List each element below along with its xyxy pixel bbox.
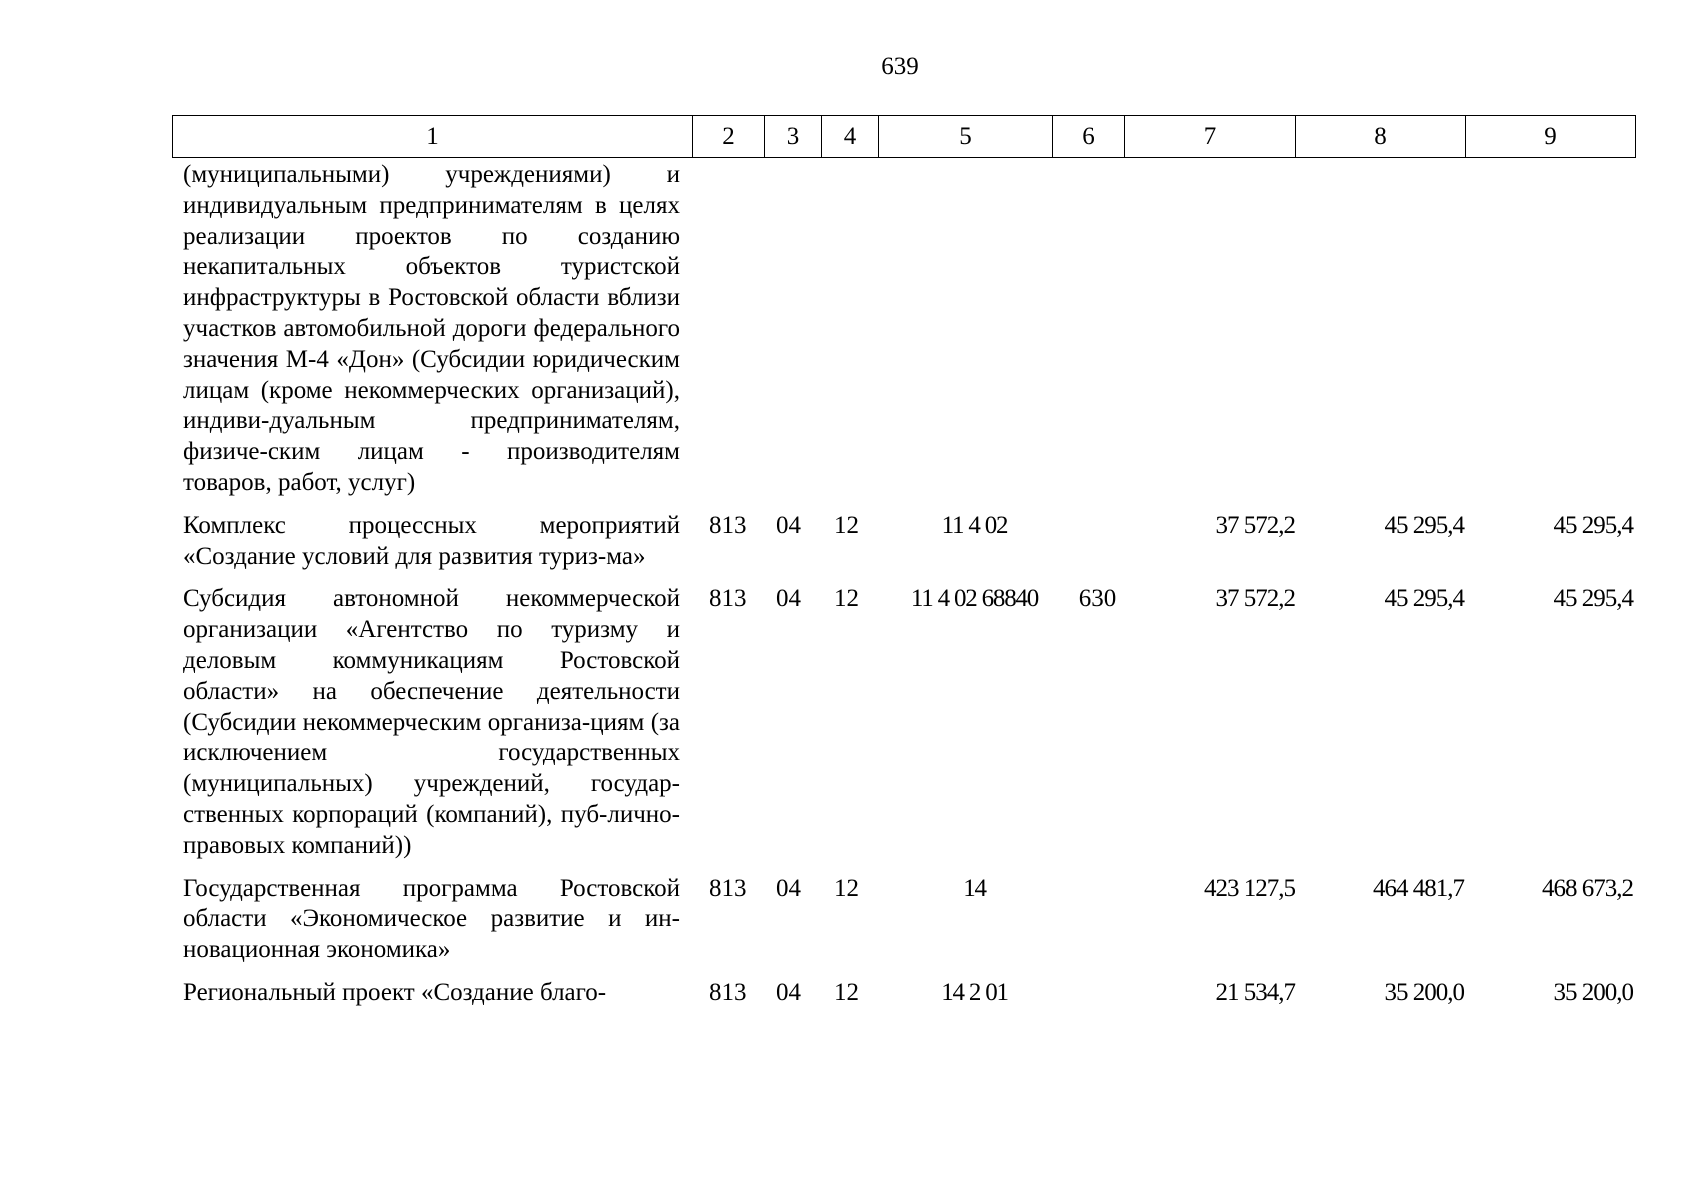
row-section: 04 <box>776 978 801 1006</box>
table-row <box>183 874 1633 966</box>
row-amount-col9: 45 295,4 <box>1553 585 1633 613</box>
header-col-4: 4 <box>822 116 879 158</box>
row-amount-col7: 37 572,2 <box>1215 585 1295 613</box>
row-section: 04 <box>776 585 801 613</box>
row-subsection: 12 <box>834 511 859 539</box>
row-target: 14 2 01 <box>941 978 1008 1006</box>
page-number: 639 <box>881 53 919 80</box>
row-amount-col9: 468 673,2 <box>1542 874 1633 902</box>
header-col-7: 7 <box>1125 116 1296 158</box>
row-ministry: 813 <box>709 511 747 539</box>
row-amount-col8: 35 200,0 <box>1384 978 1464 1006</box>
row-amount-col8: 45 295,4 <box>1384 585 1464 613</box>
row-name: Региональный проект «Создание благо- <box>183 978 607 1006</box>
row-target: 11 4 02 <box>941 511 1008 539</box>
row-ministry: 813 <box>709 978 747 1006</box>
row-subsection: 12 <box>834 874 859 902</box>
row-target: 11 4 02 68840 <box>910 585 1039 613</box>
header-col-5: 5 <box>879 116 1053 158</box>
row-section: 04 <box>776 511 801 539</box>
header-col-3: 3 <box>765 116 822 158</box>
row-amount-col9: 35 200,0 <box>1553 978 1633 1006</box>
row-ministry: 813 <box>709 874 747 902</box>
table-row <box>183 584 1633 861</box>
row-amount-col7: 37 572,2 <box>1215 511 1295 539</box>
row-target: 14 <box>963 874 986 902</box>
row-amount-col8: 464 481,7 <box>1373 874 1464 902</box>
table-row <box>183 160 1633 499</box>
row-amount-col8: 45 295,4 <box>1384 511 1464 539</box>
header-col-9: 9 <box>1466 116 1636 158</box>
row-name: Государственная программа Ростовской области «Экономическое развитие и ин-новационная экономика» <box>183 874 680 964</box>
row-amount-col9: 45 295,4 <box>1553 511 1633 539</box>
header-col-2: 2 <box>693 116 765 158</box>
header-col-8: 8 <box>1296 116 1466 158</box>
row-type: 630 <box>1078 585 1117 613</box>
budget-table-body <box>183 160 1633 1021</box>
row-name: Субсидия автономной некоммерческой организации «Агентство по туризму и деловым коммуникациям Ростовской области» на обеспечение деятельности (Субсидии некоммерческим организа-циям (за исключением государственных (муниципальных) учреждений, государ-ственных корпораций (компаний), пуб-лично-правовых компаний)) <box>183 585 680 859</box>
table-row <box>183 511 1633 573</box>
column-number-header <box>172 115 1636 158</box>
table-row <box>183 978 1633 1009</box>
row-amount-col7: 21 534,7 <box>1215 978 1295 1006</box>
row-section: 04 <box>776 874 801 902</box>
row-amount-col7: 423 127,5 <box>1204 874 1295 902</box>
row-subsection: 12 <box>834 978 859 1006</box>
header-row <box>173 116 1636 158</box>
row-subsection: 12 <box>834 585 859 613</box>
header-col-1: 1 <box>173 116 693 158</box>
row-name: Комплекс процессных мероприятий «Создание условий для развития туриз-ма» <box>183 511 680 570</box>
header-col-6: 6 <box>1053 116 1125 158</box>
row-name: (муниципальными) учреждениями) и индивидуальным предпринимателям в целях реализации проектов по созданию некапитальных объектов туристской инфраструктуры в Ростовской области вблизи участков автомобильной дороги федерального значения М-4 «Дон» (Субсидии юридическим лицам (кроме некоммерческих организаций), индиви-дуальным предпринимателям, физиче-ским лицам - производителям товаров, работ, услуг) <box>183 161 680 496</box>
row-ministry: 813 <box>709 585 747 613</box>
